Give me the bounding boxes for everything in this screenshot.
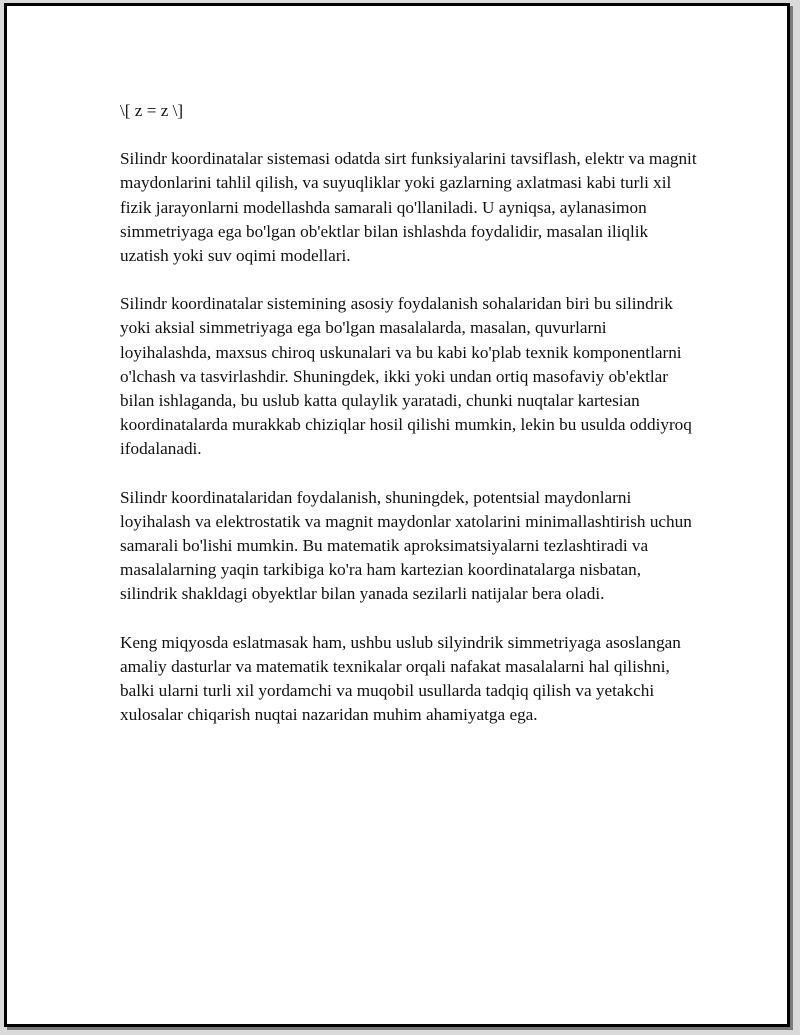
document-body — [120, 99, 700, 751]
document-page — [4, 3, 790, 1027]
formula-line: \[ z = z \] — [120, 101, 184, 120]
paragraph-3: Silindr koordinatalaridan foydalanish, shuningdek, potentsial maydonlarni loyihalash va elektrostatik va magnit maydonlar xatolarini minimallashtirish uchun samarali bo'lishi mumkin. Bu matematik aproksimatsiyalarni tezlashtiradi va masalalarning yaqin tarkibiga ko'ra ham kartezian koordinatalarga nisbatan, silindrik shakldagi obyektlar bilan yanada sezilarli natijalar bera oladi. — [120, 487, 692, 604]
paragraph-4: Keng miqyosda eslatmasak ham, ushbu uslub silyindrik simmetriyaga asoslangan amaliy dasturlar va matematik texnikalar orqali nafakat masalalarni hal qilishni, balki ularni turli xil yordamchi va muqobil usullarda tadqiq qilish va yetakchi xulosalar chiqarish nuqtai nazaridan muhim ahamiyatga ega. — [120, 632, 681, 725]
paragraph-2: Silindr koordinatalar sistemining asosiy foydalanish sohalaridan biri bu silindrik yoki aksial simmetriyaga ega bo'lgan masalalarda, masalan, quvurlarni loyihalashda, maxsus chiroq uskunalari va bu kabi ko'plab texnik komponentlarni o'lchash va tasvirlashdir. Shuningdek, ikki yoki undan ortiq masofaviy ob'ektlar bilan ishlaganda, bu uslub katta qulaylik yaratadi, chunki nuqtalar kartesian koordinatalarda murakkab chiziqlar hosil qilishi mumkin, lekin bu usulda oddiyroq ifodalanadi. — [120, 294, 692, 459]
paragraph-1: Silindr koordinatalar sistemasi odatda sirt funksiyalarini tavsiflash, elektr va magnit maydonlarini tahlil qilish, va suyuqliklar yoki gazlarning axlatmasi kabi turli xil fizik jarayonlarni modellashda samarali qo'llaniladi. U ayniqsa, aylanasimon simmetriyaga ega bo'lgan ob'ektlar bilan ishlashda foydalidir, masalan iliqlik uzatish yoki suv oqimi modellari. — [120, 149, 697, 266]
